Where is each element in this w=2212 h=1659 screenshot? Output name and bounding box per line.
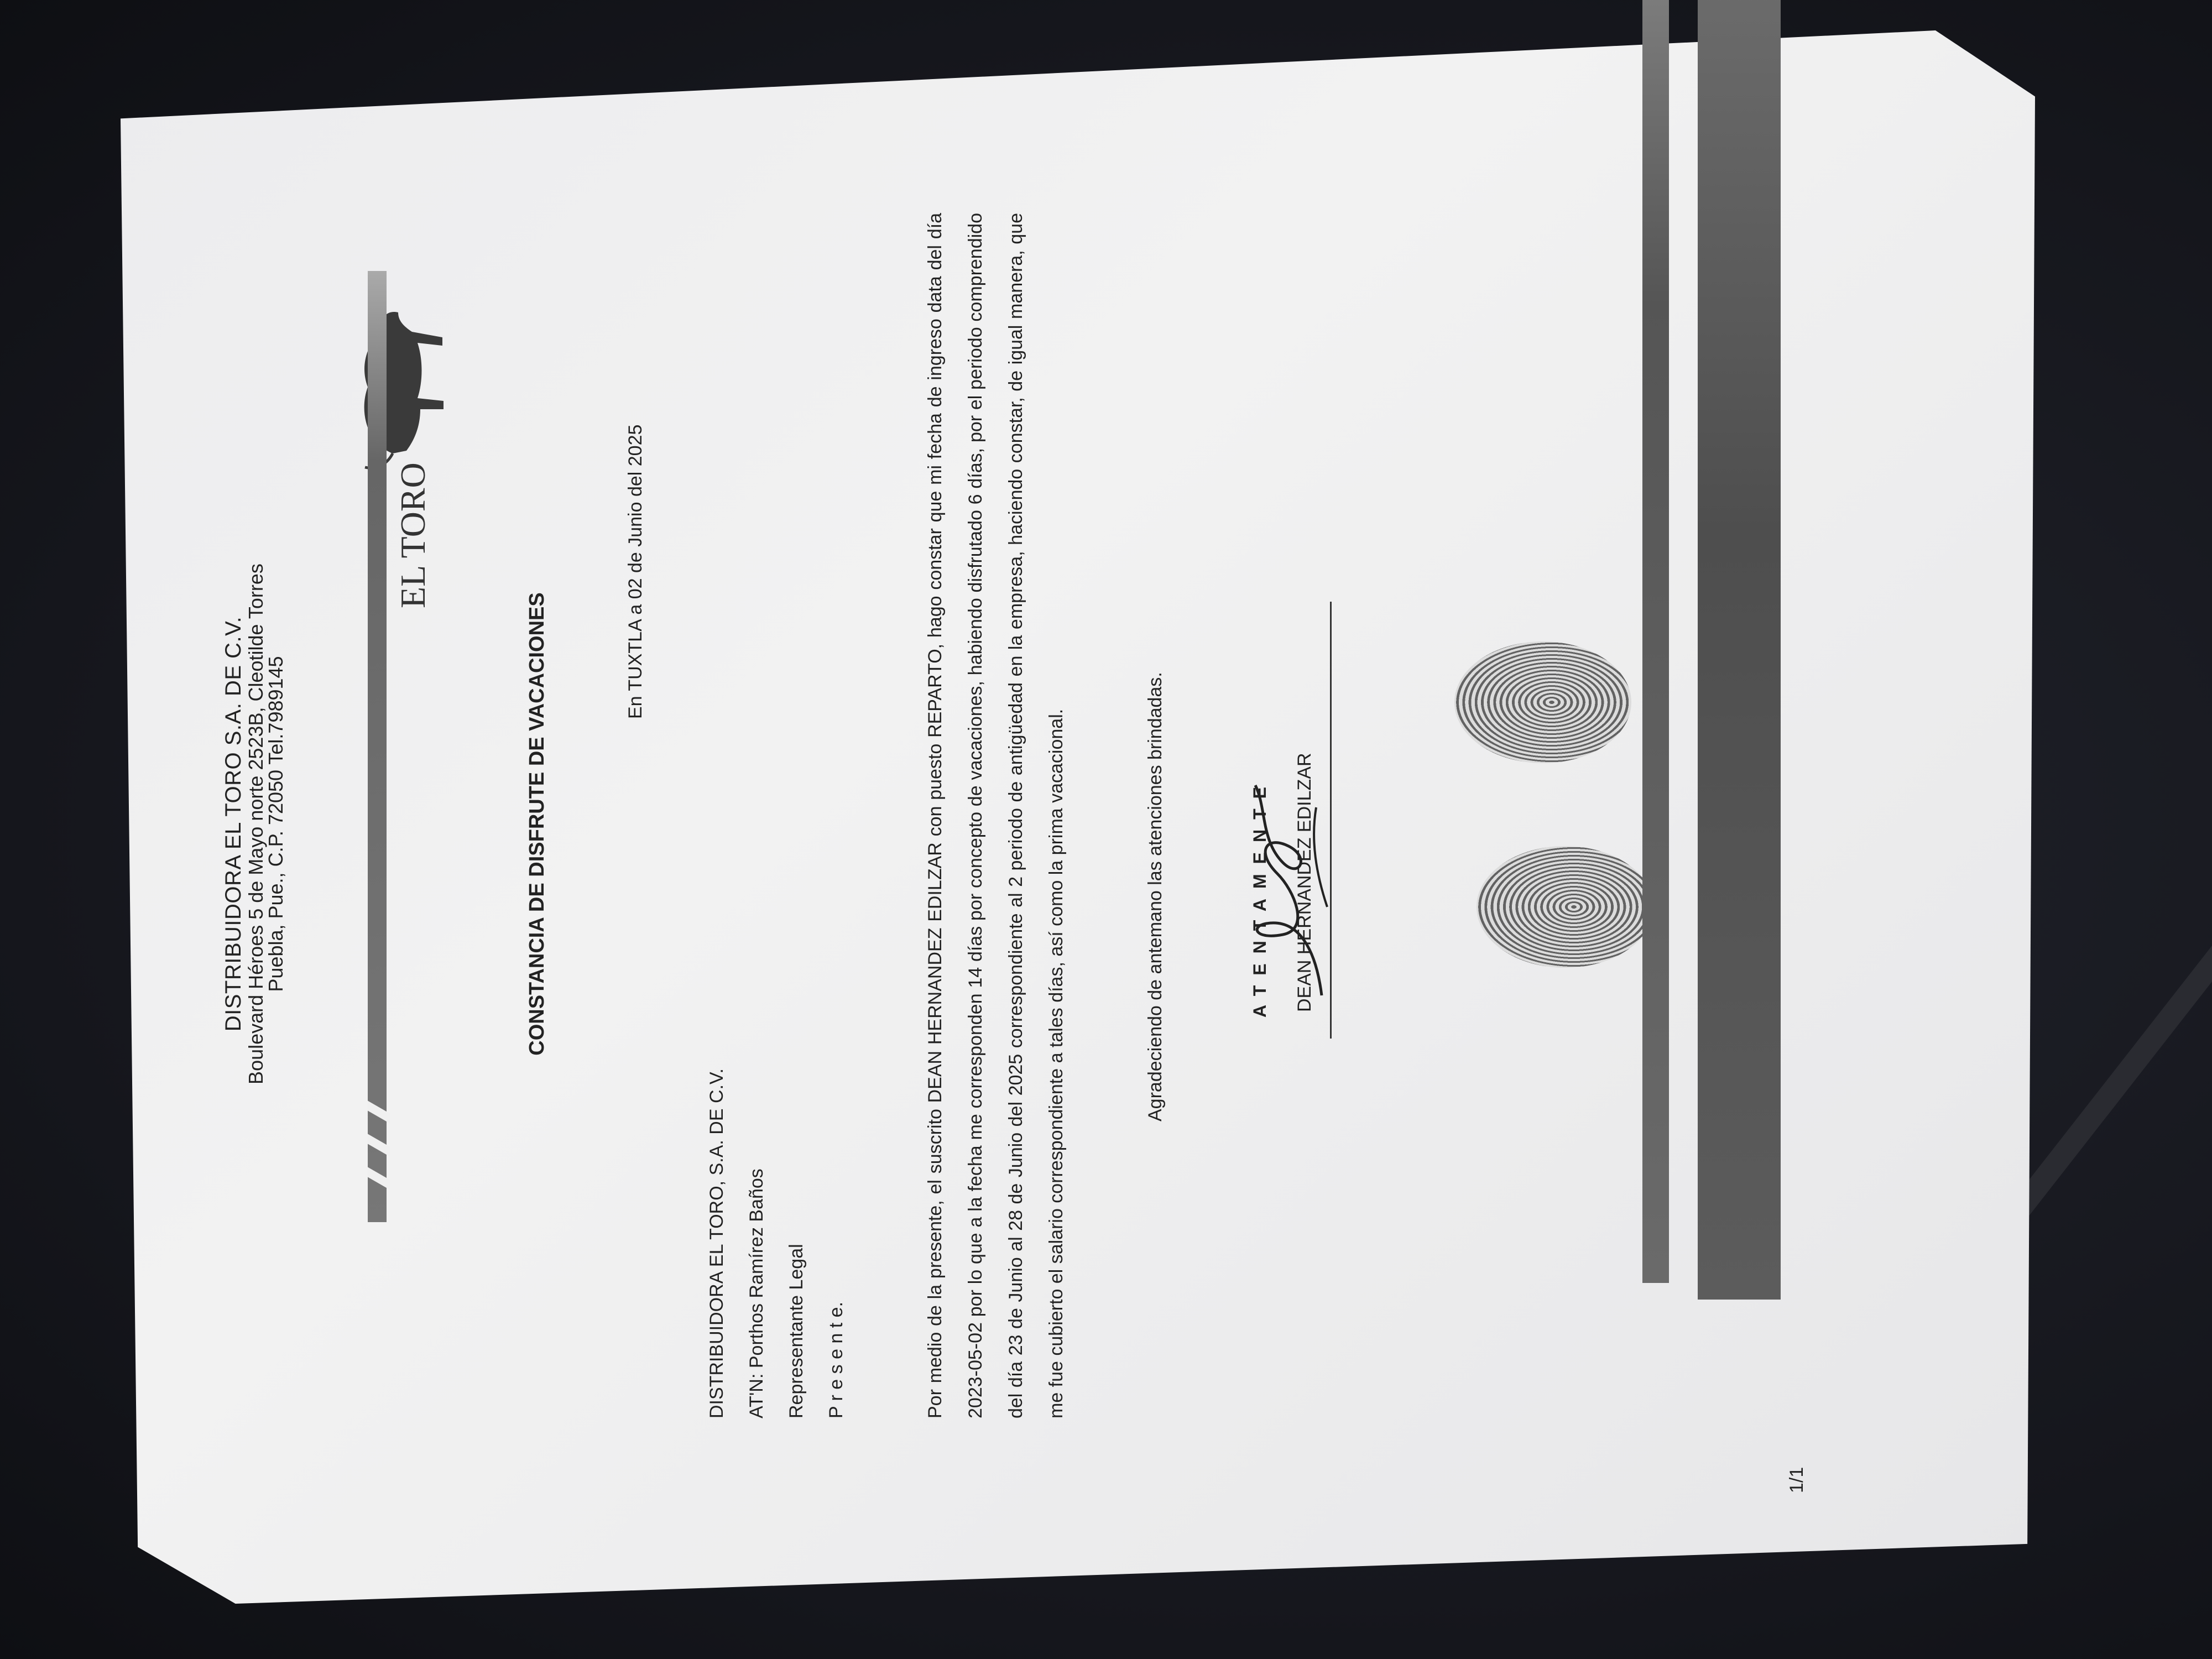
recipient-attn: AT'N: Porthos Ramírez Baños xyxy=(746,1168,767,1418)
letterhead xyxy=(221,77,286,1571)
footer-band-thick xyxy=(1698,0,1781,1300)
closing-word: ATENTAMENTE xyxy=(1250,776,1270,1018)
handwritten-signature xyxy=(1233,741,1344,1018)
header-rule xyxy=(368,271,387,1222)
address-line-1: Boulevard Héroes 5 de Mayo norte 2523B, Cleotilde Torres xyxy=(244,564,267,1084)
footer-band-thin xyxy=(1642,0,1669,1283)
document-page xyxy=(138,77,2007,1571)
thanks-line: Agradeciendo de antemano las atenciones brindadas. xyxy=(1145,672,1166,1121)
company-name: DISTRIBUIDORA EL TORO S.A. DE C.V. xyxy=(221,616,246,1032)
document-title: CONSTANCIA DE DISFRUTE DE VACACIONES xyxy=(525,592,549,1056)
body-paragraph: Por medio de la presente, el suscrito DEAN HERNANDEZ EDILZAR con puesto REPARTO, hago constar que mi fecha de ingreso data del día 2023-05-02 por lo que a la fecha me corresponden 14 días por concepto de vacaciones, habiendo disfrutado 6 días, por el periodo comprendido del día 23 de Junio al 28 de Junio del 2025 correspondiente al 2 periodo de antigüedad en la empresa, haciendo constar, de igual manera, que me fue cubierto el salario correspondiente a tales días, así como la prima vacacional. xyxy=(925,213,1067,1418)
address-line-2: Puebla, Pue., C.P. 72050 Tel.7989145 xyxy=(264,656,287,992)
fingerprint-left xyxy=(1477,846,1653,968)
date-line: En TUXTLA a 02 de Junio del 2025 xyxy=(625,424,646,719)
logo-wordmark: EL TORO xyxy=(393,462,432,608)
page-number: 1/1 xyxy=(1786,1467,1807,1493)
recipient-presente: P r e s e n t e. xyxy=(826,1301,847,1418)
recipient-block xyxy=(697,1068,856,1418)
signature-line xyxy=(1330,602,1332,1039)
bull-logo-icon xyxy=(315,288,459,619)
fingerprint-right xyxy=(1454,641,1631,763)
recipient-role: Representante Legal xyxy=(786,1244,807,1418)
recipient-company: DISTRIBUIDORA EL TORO, S.A. DE C.V. xyxy=(706,1068,727,1418)
signer-name: DEAN HERNANDEZ EDILZAR xyxy=(1294,753,1315,1012)
